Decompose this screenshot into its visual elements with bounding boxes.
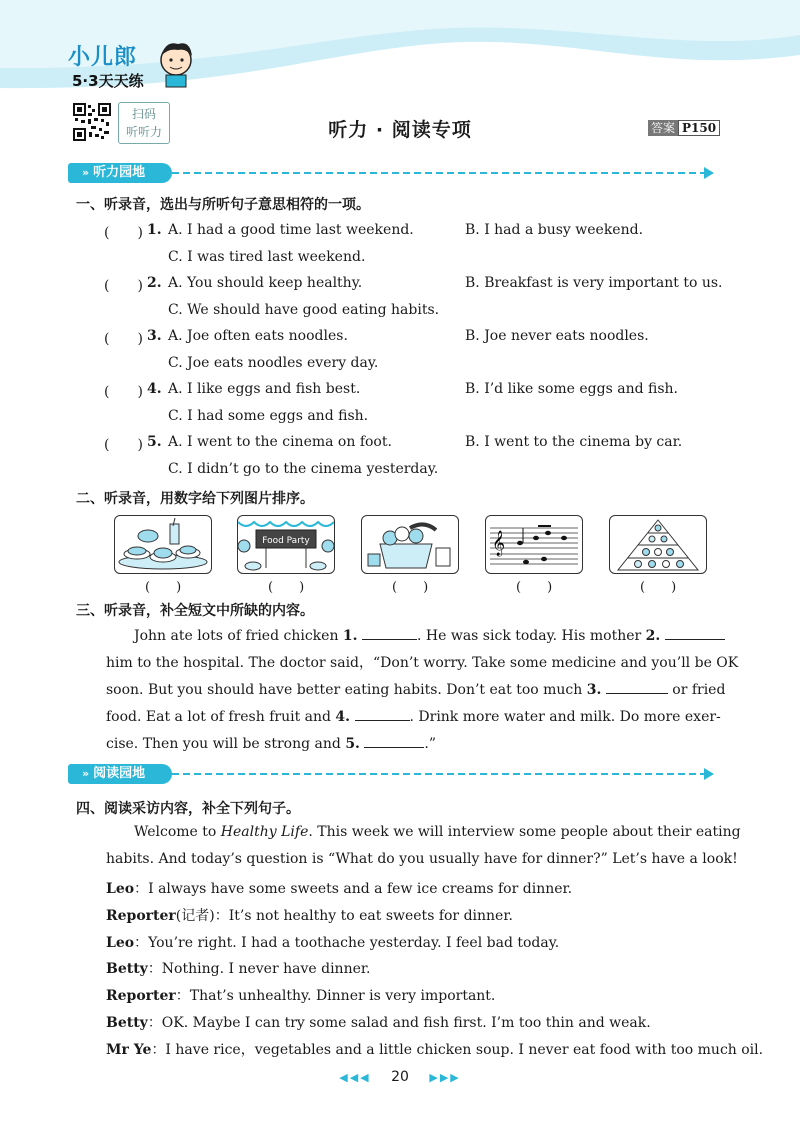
option-c[interactable]: C. Joe eats noodles every day.: [168, 355, 379, 371]
boy-mascot-icon: [156, 38, 198, 88]
right-arrows-icon: ▶▶▶: [429, 1071, 461, 1084]
interview-line: [106, 1039, 764, 1059]
picture-4-answer[interactable]: ( ): [516, 580, 553, 595]
picture-1-food-table: [114, 515, 212, 574]
speaker-text: ：That’s unhealthy. Dinner is very important.: [175, 988, 496, 1005]
food-party-sign-text: Food Party: [262, 536, 310, 546]
speaker-name: Leo: [106, 881, 135, 897]
speaker-name: Betty: [106, 961, 148, 978]
section2-heading: 二、听录音，用数字给下列图片排序。: [76, 491, 314, 507]
answer-bracket[interactable]: ( ): [104, 437, 143, 453]
reading-banner: [68, 764, 718, 784]
blank-2[interactable]: [665, 625, 725, 640]
passage-line-2: him to the hospital. The doctor said，“Don’t worry. Take some medicine and you’ll be OK: [106, 655, 739, 671]
dashed-arrow-line: [168, 163, 718, 183]
section4-heading: 四、阅读采访内容，补全下列句子。: [76, 801, 300, 817]
listening-banner-tag: » 听力园地: [68, 163, 172, 183]
reading-banner-label: 阅读园地: [93, 766, 146, 781]
picture-3-fruit-basket: [361, 515, 459, 574]
brand-line2: 5·3天天练: [72, 72, 144, 90]
question-number: 4.: [147, 381, 162, 397]
speaker-name: Leo: [106, 934, 135, 951]
blank-3-number: 3.: [586, 682, 602, 698]
option-c[interactable]: C. I had some eggs and fish.: [168, 408, 369, 424]
picture-4-music-notes: [485, 515, 583, 574]
answer-page: P150: [678, 120, 720, 136]
passage-line-3: soon. But you should have better eating habits. Don’t eat too much 3. or fried: [106, 679, 716, 698]
option-b[interactable]: B. I had a busy weekend.: [465, 222, 644, 238]
answer-reference: [648, 119, 720, 136]
option-b[interactable]: B. Joe never eats noodles.: [465, 328, 649, 344]
interview-line: [106, 932, 716, 952]
blank-1-number: 1.: [342, 628, 358, 644]
question-number: 2.: [147, 275, 162, 291]
option-c[interactable]: C. I didn’t go to the cinema yesterday.: [168, 461, 439, 477]
speaker-name: Reporter: [106, 988, 176, 1005]
passage-line-1: John ate lots of fried chicken 1. . He was sick today. His mother 2.: [134, 625, 744, 644]
magazine-title: Healthy Life: [220, 824, 309, 840]
picture-3-answer[interactable]: ( ): [392, 580, 429, 595]
blank-5-number: 5.: [345, 736, 360, 752]
interview-line: [106, 905, 716, 925]
section1-heading: 一、听录音，选出与所听句子意思相符的一项。: [76, 197, 370, 213]
speaker-text: ：OK. Maybe I can try some salad and fish first. I’m too thin and weak.: [147, 1015, 651, 1031]
page-footer: [0, 1069, 800, 1085]
brand-logo: [60, 40, 200, 100]
question-number: 5.: [147, 434, 162, 450]
answer-bracket[interactable]: ( ): [104, 331, 143, 347]
left-arrows-icon: ◀◀◀: [339, 1071, 371, 1084]
question-number: 1.: [147, 222, 162, 238]
passage-line-5: cise. Then you will be strong and 5. .”: [106, 733, 716, 752]
answer-label: 答案: [648, 120, 678, 136]
speaker-name: Betty: [106, 1015, 148, 1031]
option-a[interactable]: A. You should keep healthy.: [168, 275, 363, 291]
section3-heading: 三、听录音，补全短文中所缺的内容。: [76, 603, 314, 619]
answer-bracket[interactable]: ( ): [104, 384, 143, 400]
picture-1-answer[interactable]: ( ): [145, 580, 182, 595]
intro-line-1: Welcome to Healthy Life. This week we will interview some people about their eating: [134, 824, 741, 840]
passage-line-4: food. Eat a lot of fresh fruit and 4. . Drink more water and milk. Do more exer-: [106, 706, 716, 725]
intro-line-2: habits. And today’s question is “What do you usually have for dinner?” Let’s have a look!: [106, 851, 738, 867]
option-a[interactable]: A. I like eggs and fish best.: [168, 381, 361, 397]
answer-bracket[interactable]: ( ): [104, 225, 143, 241]
page-number: 20: [391, 1069, 409, 1085]
picture-5-answer[interactable]: ( ): [640, 580, 677, 595]
speaker-text: (记者)：It’s not healthy to eat sweets for dinner.: [175, 907, 513, 924]
scan-label-text: 扫码 听听力: [125, 107, 162, 139]
blank-3[interactable]: [606, 679, 668, 694]
page-title: 听力 · 阅读专项: [328, 119, 472, 141]
interview-line: [106, 1012, 716, 1032]
blank-4[interactable]: [355, 706, 410, 721]
answer-bracket[interactable]: ( ): [104, 278, 143, 294]
option-c[interactable]: C. We should have good eating habits.: [168, 302, 440, 318]
speaker-text: ：I have rice，vegetables and a little chicken soup. I never eat food with too much oil.: [151, 1041, 764, 1058]
option-a[interactable]: A. Joe often eats noodles.: [168, 328, 348, 344]
brand-line1: 小儿郎: [68, 45, 138, 70]
dashed-arrow-line: [168, 764, 718, 784]
option-b[interactable]: B. I’d like some eggs and fish.: [465, 381, 678, 397]
blank-4-number: 4.: [335, 709, 351, 725]
reading-banner-tag: » 阅读园地: [68, 764, 172, 784]
option-c[interactable]: C. I was tired last weekend.: [168, 249, 366, 265]
blank-5[interactable]: [364, 733, 424, 748]
treble-clef-icon: 𝄞: [492, 531, 506, 556]
option-b[interactable]: B. I went to the cinema by car.: [465, 434, 683, 450]
question-number: 3.: [147, 328, 162, 344]
picture-2-answer[interactable]: ( ): [268, 580, 305, 595]
option-b[interactable]: B. Breakfast is very important to us.: [465, 275, 723, 291]
option-a[interactable]: A. I had a good time last weekend.: [168, 222, 414, 238]
interview-line: [106, 985, 716, 1005]
option-a[interactable]: A. I went to the cinema on foot.: [168, 434, 392, 450]
interview-line: [106, 958, 716, 978]
picture-2-food-party-sign: [237, 515, 335, 574]
speaker-text: ：Nothing. I never have dinner.: [147, 961, 371, 978]
blank-2-number: 2.: [645, 628, 661, 644]
listening-banner: [68, 163, 718, 183]
picture-5-food-pyramid: [609, 515, 707, 574]
speaker-name: Mr Ye: [106, 1041, 152, 1058]
speaker-text: ：You’re right. I had a toothache yesterday. I feel bad today.: [134, 934, 560, 951]
blank-1[interactable]: [362, 625, 417, 640]
speaker-text: ：I always have some sweets and a few ice creams for dinner.: [134, 881, 573, 897]
listening-banner-label: 听力园地: [93, 165, 146, 180]
interview-line: [106, 878, 716, 898]
speaker-name: Reporter: [106, 907, 176, 924]
